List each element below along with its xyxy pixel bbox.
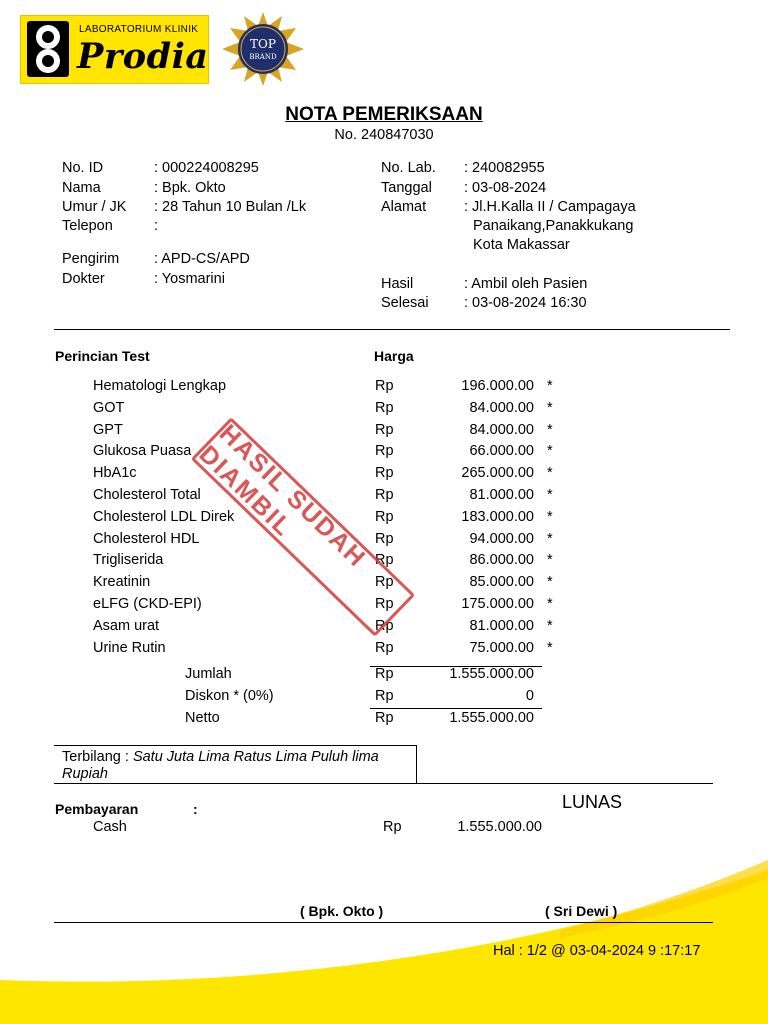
paid-status: LUNAS xyxy=(562,792,623,812)
result-value: : Ambil oleh Pasien xyxy=(464,276,588,292)
date-value: : 03-08-2024 xyxy=(464,180,547,196)
test-name: Hematologi Lengkap xyxy=(93,378,227,394)
terbilang-bottom-line xyxy=(54,783,713,784)
test-price: 84.000.00 xyxy=(469,399,534,416)
test-name: GPT xyxy=(93,421,123,438)
patient-age-label: Umur / JK xyxy=(62,199,127,215)
patient-phone-label: Telepon xyxy=(62,218,113,234)
test-name: Cholesterol LDL Direk xyxy=(93,508,235,525)
test-name: Glukosa Puasa xyxy=(93,443,192,460)
test-price: 94.000.00 xyxy=(469,530,534,547)
netto-currency: Rp xyxy=(375,710,394,726)
finished-label: Selesai xyxy=(381,295,429,311)
discount-mark: * xyxy=(547,378,553,394)
divider xyxy=(54,329,730,330)
test-currency: Rp xyxy=(375,465,394,482)
terbilang-line-1: Satu Juta Lima Ratus Lima Puluh lima xyxy=(132,749,379,765)
netto-label: Netto xyxy=(185,710,220,726)
test-currency: Rp xyxy=(375,487,394,503)
netto-divider xyxy=(370,708,542,709)
discount-mark: * xyxy=(547,443,553,460)
footer-swoosh xyxy=(0,860,768,1024)
finished-value: : 03-08-2024 16:30 xyxy=(464,295,587,311)
discount-mark: * xyxy=(547,508,553,525)
payment-label: Pembayaran xyxy=(55,801,139,817)
test-currency: Rp xyxy=(375,530,394,547)
test-currency: Rp xyxy=(375,596,394,612)
sender-label: Pengirim xyxy=(62,251,120,267)
patient-id-label: No. ID xyxy=(62,160,104,176)
total-value: 1.555.000.00 xyxy=(449,666,534,682)
test-price: 183.000.00 xyxy=(461,508,534,525)
test-name: Cholesterol Total xyxy=(93,487,201,503)
header-price: Harga xyxy=(374,348,414,364)
doctor-value: : Yosmarini xyxy=(154,271,225,287)
terbilang-label: Terbilang : xyxy=(62,749,129,765)
test-currency: Rp xyxy=(375,508,394,525)
terbilang-text xyxy=(62,749,379,765)
page-title: NOTA PEMERIKSAAN xyxy=(285,104,483,125)
test-currency: Rp xyxy=(375,639,394,656)
test-price: 175.000.00 xyxy=(461,596,534,612)
netto-value: 1.555.000.00 xyxy=(449,710,534,726)
top-brand-badge-icon xyxy=(222,12,304,86)
discount-mark: * xyxy=(547,465,553,482)
test-name: Trigliserida xyxy=(93,552,164,569)
test-currency: Rp xyxy=(375,421,394,438)
patient-signature: ( Bpk. Okto ) xyxy=(300,903,384,919)
test-name: Asam urat xyxy=(93,617,160,634)
test-price: 265.000.00 xyxy=(461,465,534,482)
patient-phone-value: : xyxy=(154,218,159,234)
test-price: 86.000.00 xyxy=(469,552,534,569)
lab-number-value: : 240082955 xyxy=(464,160,545,176)
address-line-1: : Jl.H.Kalla II / Campagaya xyxy=(464,199,636,215)
lab-number-label: No. Lab. xyxy=(381,160,436,176)
discount-value: 0 xyxy=(525,688,534,704)
date-label: Tanggal xyxy=(381,180,432,196)
test-name: Urine Rutin xyxy=(93,639,166,656)
terbilang-right-line xyxy=(416,745,417,783)
prodia-logo xyxy=(20,15,209,84)
discount-mark: * xyxy=(547,596,553,612)
test-currency: Rp xyxy=(375,443,394,460)
test-name: GOT xyxy=(93,399,125,416)
test-currency: Rp xyxy=(375,552,394,569)
test-name: HbA1c xyxy=(93,465,137,482)
terbilang-top-line xyxy=(54,745,416,746)
patient-id-value: : 000224008295 xyxy=(154,160,259,176)
page-footer: Hal : 1/2 @ 03-04-2024 9 :17:17 xyxy=(493,943,701,959)
logo-lab-text: LABORATORIUM KLINIK xyxy=(79,24,199,35)
payment-colon: : xyxy=(193,801,198,817)
doctor-label: Dokter xyxy=(62,271,105,287)
discount-mark: * xyxy=(547,552,553,569)
test-currency: Rp xyxy=(375,399,394,416)
logo-name: Prodia xyxy=(77,36,209,77)
patient-age-value: : 28 Tahun 10 Bulan /Lk xyxy=(154,199,307,215)
test-name: eLFG (CKD-EPI) xyxy=(93,596,202,612)
test-price: 75.000.00 xyxy=(469,639,534,656)
discount-label: Diskon * (0%) xyxy=(185,688,274,704)
result-label: Hasil xyxy=(381,276,414,292)
discount-mark: * xyxy=(547,487,553,503)
svg-text:TOP: TOP xyxy=(250,37,276,51)
patient-name-label: Nama xyxy=(62,180,101,196)
total-currency: Rp xyxy=(375,666,394,682)
svg-text:BRAND: BRAND xyxy=(249,53,277,61)
total-label: Jumlah xyxy=(185,666,232,682)
prodia-mark-icon xyxy=(27,21,69,77)
signature-line xyxy=(54,922,713,923)
test-price: 81.000.00 xyxy=(469,487,534,503)
patient-name-value: : Bpk. Okto xyxy=(154,180,226,196)
test-name: Kreatinin xyxy=(93,574,151,591)
staff-signature: ( Sri Dewi ) xyxy=(545,903,618,919)
test-currency: Rp xyxy=(375,574,394,591)
address-line-3: Kota Makassar xyxy=(473,237,570,253)
test-price: 66.000.00 xyxy=(469,443,534,460)
discount-mark: * xyxy=(547,530,553,547)
payment-amount: 1.555.000.00 xyxy=(457,819,542,835)
address-line-2: Panaikang,Panakkukang xyxy=(473,218,634,234)
discount-mark: * xyxy=(547,639,553,656)
address-label: Alamat xyxy=(381,199,427,215)
test-currency: Rp xyxy=(375,617,394,634)
test-price: 85.000.00 xyxy=(469,574,534,591)
sender-value: : APD-CS/APD xyxy=(154,251,250,267)
discount-currency: Rp xyxy=(375,688,394,704)
test-price: 196.000.00 xyxy=(461,378,534,394)
discount-mark: * xyxy=(547,617,553,634)
test-price: 84.000.00 xyxy=(469,421,534,438)
test-currency: Rp xyxy=(375,378,394,394)
discount-mark: * xyxy=(547,574,553,591)
collected-stamp: HASIL SUDAH DIAMBIL xyxy=(191,417,415,637)
test-price: 81.000.00 xyxy=(469,617,534,634)
discount-mark: * xyxy=(547,399,553,416)
discount-mark: * xyxy=(547,421,553,438)
document-number: No. 240847030 xyxy=(334,127,434,143)
header-test: Perincian Test xyxy=(55,348,150,364)
payment-currency: Rp xyxy=(383,819,402,835)
test-name: Cholesterol HDL xyxy=(93,530,200,547)
terbilang-line-2: Rupiah xyxy=(62,766,108,782)
payment-method: Cash xyxy=(93,819,127,835)
